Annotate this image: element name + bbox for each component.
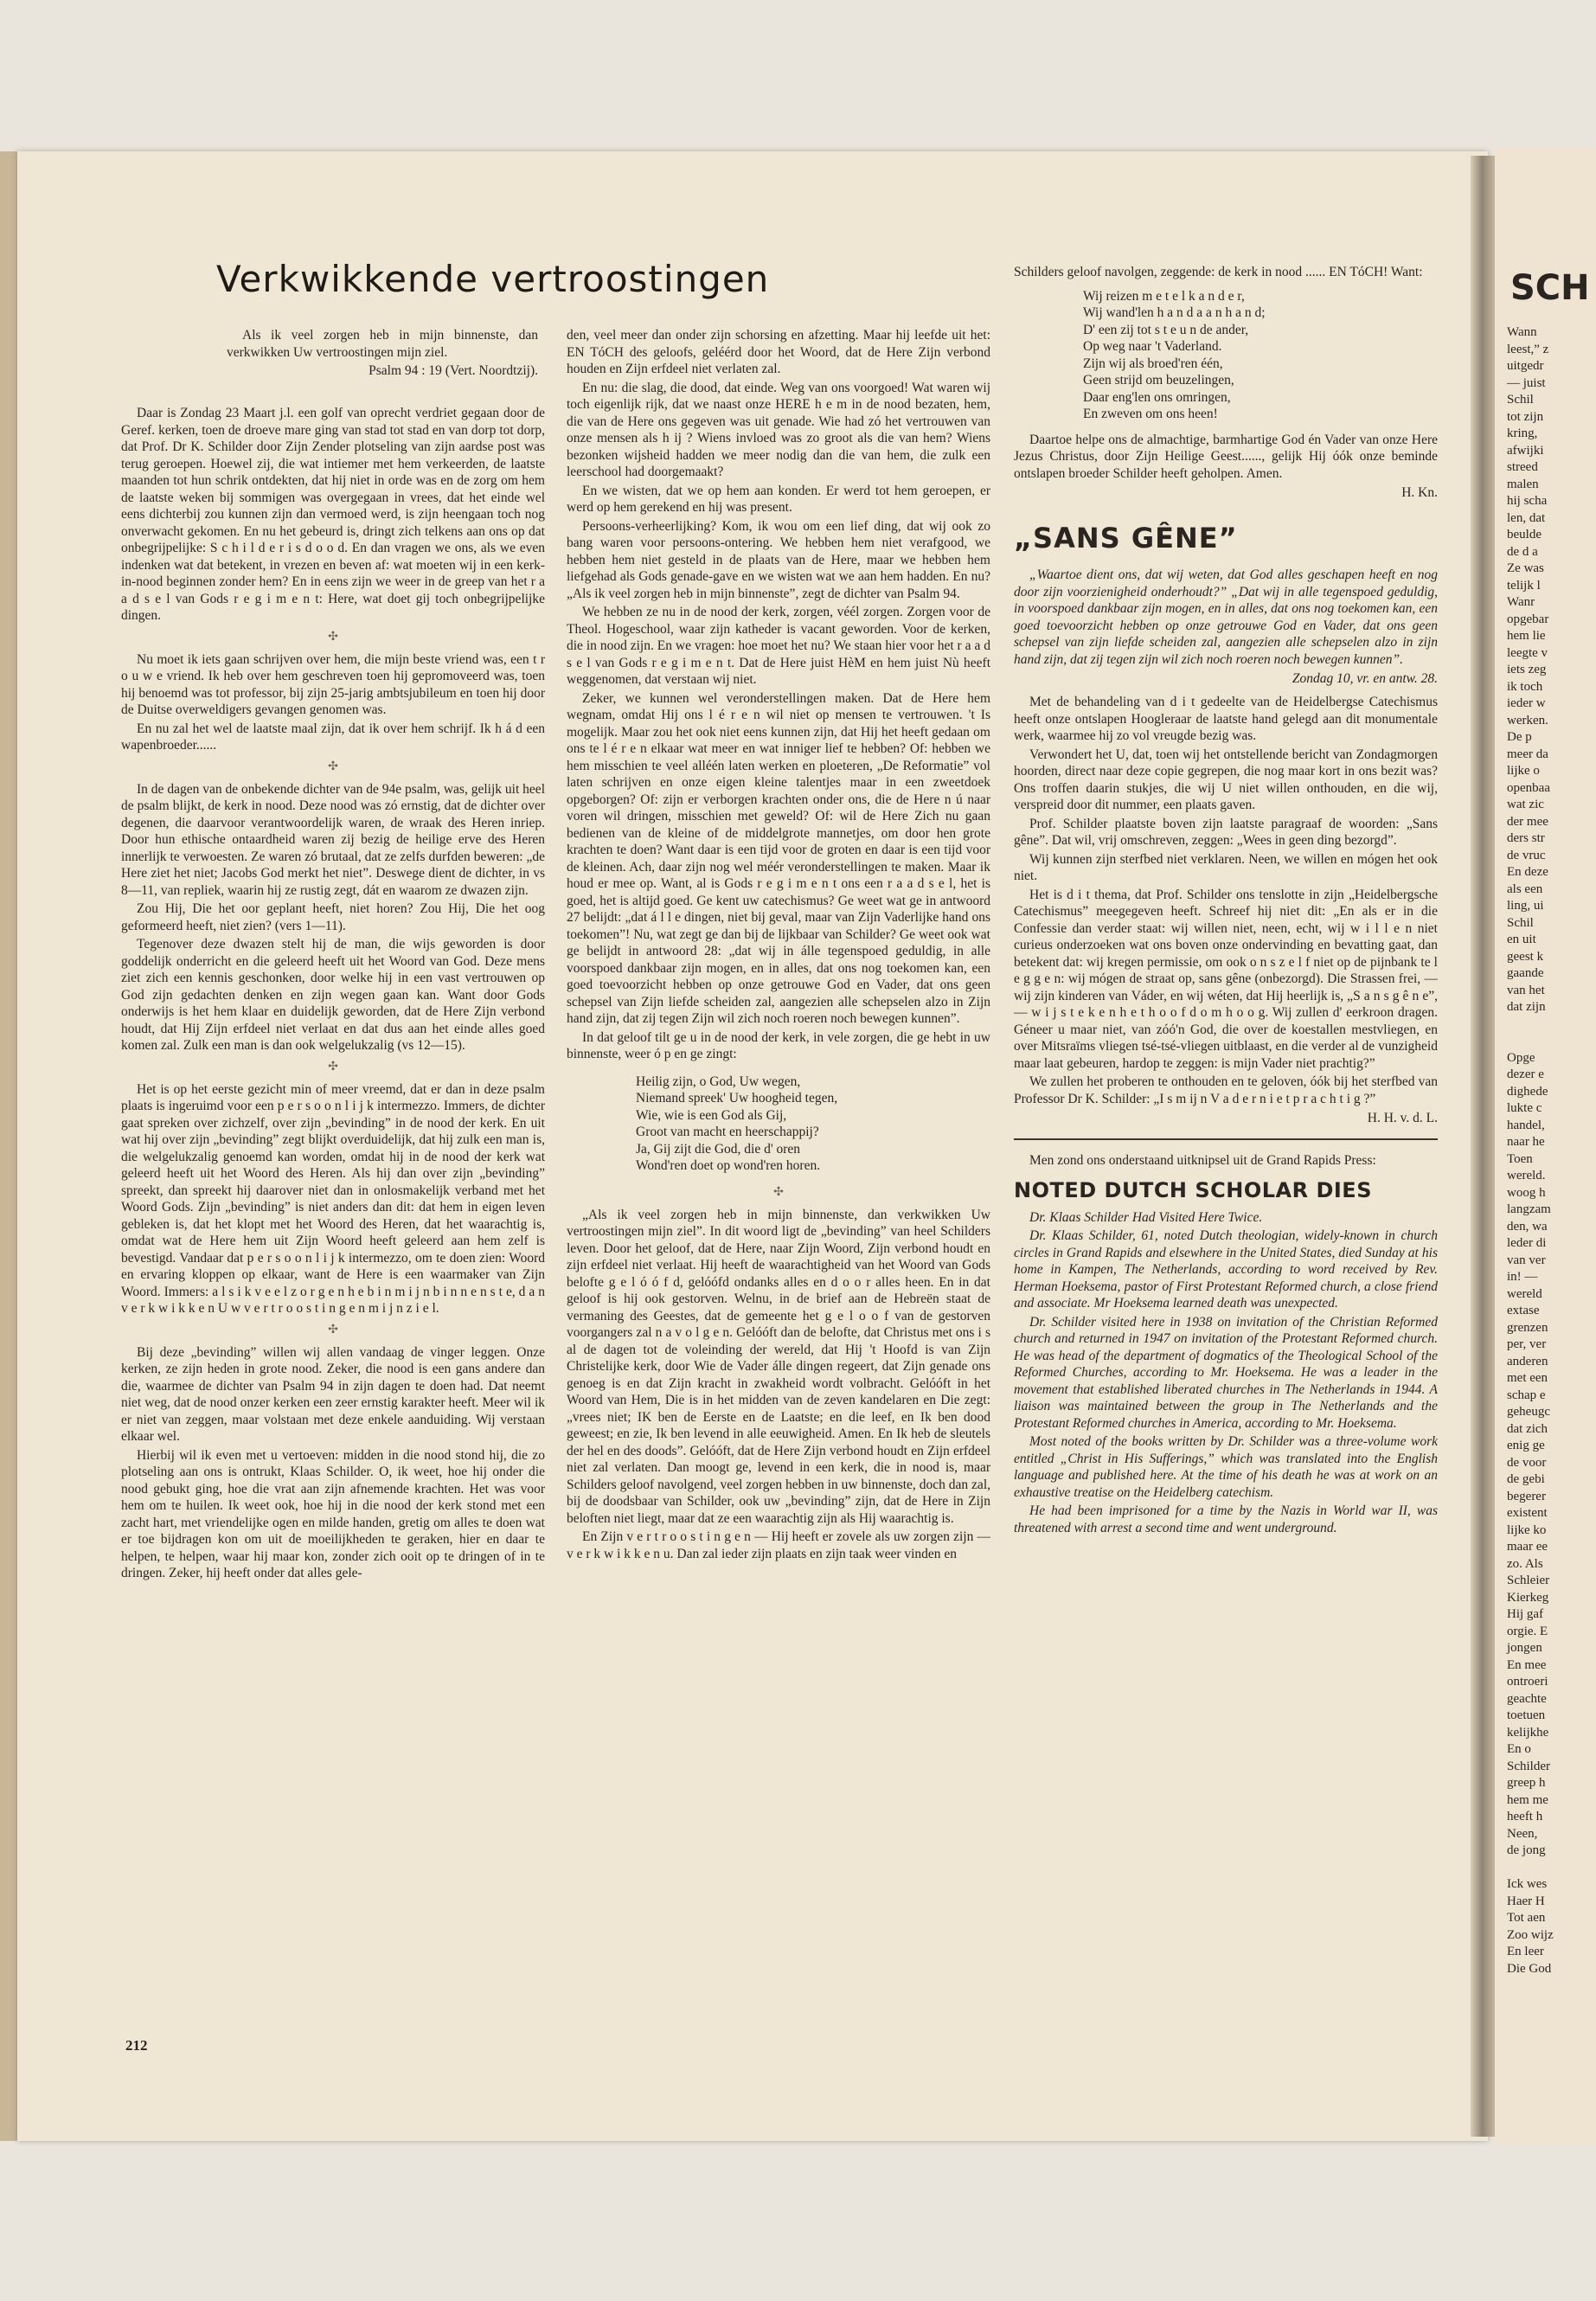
next-page-line: Schil [1507,393,1534,407]
next-page-line: de jong [1507,1843,1546,1857]
paragraph: Met de behandeling van d i t gedeelte van de Heidelbergse Catechismus heeft onze ontslapen Hoogleraar de laatste hand gelegd aan dit monumentale werk, waarmee hij zo vol vreugde bezig was. [1014,695,1438,743]
verse-line: Groot van macht en heerschappij? [636,1125,819,1139]
next-page-line [1507,1033,1554,1050]
next-page-line: kring, [1507,426,1538,440]
next-page-line: En o [1507,1742,1531,1756]
paragraph: Nu moet ik iets gaan schrijven over hem, die mijn beste vriend was, een t r o u w e vriend. Ik heb over hem geschreven toen hij gepromoveerd was, toen hij benoemd was tot professor, bij zijn 25-jarig ambtsjubileum en toen hij door de Duitse overweldigers gevangen genomen was. [121,651,545,717]
clipping-intro: Men zond ons onderstaand uitknipsel uit de Grand Rapids Press: [1029,1153,1376,1168]
next-page-line: zo. Als [1507,1556,1543,1571]
next-page-line: de vruc [1507,848,1546,862]
paragraph: den, veel meer dan onder zijn schorsing en afzetting. Maar hij leefde uit het: EN TóCH des geloofs, geléérd door het Woord, dat de Here Zijn verbond houden en Zijn erfdeel niet verlaten zal. [567,328,990,376]
next-page-line: afwijki [1507,443,1544,458]
next-page-line: Kierkeg [1507,1590,1549,1605]
next-page-line: tot zijn [1507,409,1544,424]
next-page-line: leest,” z [1507,342,1549,356]
next-page-line: hij scha [1507,494,1548,508]
paragraph: Het is op het eerste gezicht min of meer vreemd, dat er dan in deze psalm plaats is ingeruimd voor een p e r s o o n l i j k intermezzo. Immers, de dichter gaat spreken over zichzelf, over zijn „bevinding” in de nood der kerk. En uit wat hij over zijn „bevinding” zegt blijkt overduidelijk, dat hij zulk een man is, die welgelukzalig genoemd kan worden, omdat hij in de nood der kerk wat geleerd heeft uit het Woord des Heren. Als hij dan over zijn „bevinding” spreekt, dan spreekt hij daarover niet dan in onlosmakelijk verband met het Woord Gods. Zijn „bevinding” is niet anders dan dit: dat hem in eigen leven gebleken is, dat het klopt met het Woord des Heren, dat het waarachtig is, omdat wat de Here hem uit Zijn Woord heeft geleerd aan hem zelf is bevestigd. Vandaar dat p e r s o o n l i j k intermezzo, om te doen zien: Woord en ervaring kloppen op elkaar, want de Here is een waarmaker van Zijn Woord. Immers: a l s i k v e e l z o r g e n h e b i n m i j n b i n n e n s t e, d a n v e r k w i k k e n U w v e r t r o o s t i n g e n m i j n z i e l. [121,1081,545,1316]
next-page-line: Schilder [1507,1759,1550,1773]
next-page-line: ieder w [1507,696,1546,710]
paragraph: We hebben ze nu in de nood der kerk, zorgen, véél zorgen. Zorgen voor de Theol. Hogeschool, waar zijn katheder is vacant geworden. Voor de kerken, die in nood zijn. En we vragen: hoe moet het nu? We staan hier voor het r a a d s e l van Gods r e g i m e n t. Dat de Here juist HèM en hem juist Nù heeft weggenomen, dat verstaan wij niet. [567,605,990,687]
paragraph: Dr. Schilder visited here in 1938 on invitation of the Christian Reformed church and returned in 1947 on invitation of the Protestant Reformed church. He was head of the department of dogmatics of the Theological School of the Reformed Churches, according to Mr. Hoeksema. He was a leader in the movement that established liberated churches in The Netherlands in 1944. A liaison was maintained between the group in The Netherlands and the Protestant Reformed churches in America, according to Mr. Hoeksema. [1014,1314,1438,1431]
next-page-line: kelijkhe [1507,1725,1549,1740]
next-page-line: iets zeg [1507,663,1547,676]
next-page-line: handel, [1507,1118,1545,1132]
next-page-line: uitgedr [1507,359,1544,373]
article-motto [227,327,538,380]
next-page-line: van ver [1507,1253,1546,1267]
next-page-line: Ick wes [1507,1877,1548,1891]
next-page-line: per, ver [1507,1337,1547,1351]
next-page-line: openbaa [1507,780,1550,795]
next-page-line: als een [1507,881,1543,896]
paragraph: Hierbij wil ik even met u vertoeven: midden in die nood stond hij, die zo plotseling aan ons is ontrukt, Klaas Schilder. O, ik weet, hoe hij onder die nood gebukt ging, hoe die vrat aan zijn afnemende krachten. Het was voor hem om te huilen. Ik weet ook, hoe hij in die nood der kerk stond met een zacht hart, met vriendelijke ogen en milde handen, gretig om alles te doen wat er toe bijdragen kon om uit de moeilijkheden te geraken, hier en daar te helpen, te helpen, waar hij maar kon, zonder zich ooit op te dringen of in te dringen. Zeker, hij heeft onder dat alles gele- [121,1447,545,1580]
signature: H. H. v. d. L. [1367,1111,1438,1125]
next-page-line: begerer [1507,1489,1546,1503]
next-page-line: heeft h [1507,1810,1543,1823]
paragraph: En we wisten, dat we op hem aan konden. Er werd tot hem geroepen, er werd op hem gerekend en hij was present. [567,483,990,515]
separator: ✣ [328,760,338,773]
next-page-line: Schleier [1507,1574,1550,1587]
paragraph: He had been imprisoned for a time by the Nazis in World war II, was threatened with arrest a second time and went underground. [1014,1503,1438,1535]
paragraph: We zullen het proberen te onthouden en te geloven, óók bij het sterfbed van Professor Dr K. Schilder: „I s m ij n V a d e r n i e t p r a c h t i g ?” [1014,1074,1438,1106]
verse-line: Heilig zijn, o God, Uw wegen, [636,1074,801,1089]
paragraph: En nu: die slag, die dood, dat einde. Weg van ons voorgoed! Wat waren wij toch eigenlijk rijk, dat we naast onze HERE h e m in de nood bezaten, hem, die van de Here ons gegeven was uit genade. Wie had zó het vertrouwen van onze mensen als h ij ? Wiens invloed was zo groot als die van hem? Wiens bezonken wijsheid hadden we meer nodig dan die van hem, die zulk een leerschool had doorgemaakt? [567,380,990,479]
next-page-line: wereld. [1507,1169,1546,1183]
separator: ✣ [328,1060,338,1074]
poem-line: D' een zij tot s t e u n de ander, [1083,322,1249,337]
next-page-line: der mee [1507,814,1548,829]
binding-gutter [1471,156,1497,2137]
paragraph: Most noted of the books written by Dr. Schilder was a three-volume work entitled „Christ in His Sufferings,” which was translated into the English language and published here. At the time of his death he was at work on an exhaustive treatise on the Heidelberg catechism. [1014,1434,1438,1500]
next-page-line: streed [1507,460,1538,474]
article-column-2 [567,327,990,1564]
paragraph: En nu zal het wel de laatste maal zijn, dat ik over hem schrijf. Ik h á d een wapenbroeder...... [121,721,545,753]
next-page-line: Hij gaf [1507,1607,1544,1621]
next-page-line: orgie. E [1507,1624,1548,1638]
next-page-line: De p [1507,730,1532,744]
paragraph: In de dagen van de onbekende dichter van de 94e psalm, was, gelijk uit heel de psalm blijkt, de kerk in nood. Deze nood was zó ernstig, dat de dichter over degenen, die daarvoor verantwoordelijk waren, de wraak des Heren inriep. Door hun ethische ontaardheid waren zij bezig de heilige erve des Heren innerlijk te verwoesten. Ze waren zó brutaal, dat ze zelfs durfden beweren: „de Here ziet het niet; Jacobs God merkt het niet”. Deswege dient de dichter, in vs 8—11, van repliek, waarin hij ze rustig zegt, dát en waarom ze dwazen zijn. [121,781,545,898]
next-page-line: anderen [1507,1354,1548,1368]
page-number: 212 [125,2037,148,2054]
next-page-line: geheugc [1507,1405,1550,1419]
paragraph: Tegenover deze dwazen stelt hij de man, die wijs geworden is door goddelijk onderricht en die geleerd heeft uit het Woord van God. Deze mens ziet zich een kennis geschonken, door welke hij in een vast vertrouwen op God zijn gedachten denken en zijn wegen gaan kan. Want door Gods onderwijs is het hem klaar en duidelijk geworden, dat de Here Zijn verbond houdt, dat Hij Zijn erfdeel niet verlaat en dat dus aan het einde alles goed komen zal. Zulk een man is dan ook welgelukzalig (vs 12—15). [121,937,545,1053]
next-page-line: Die God [1507,1961,1552,1976]
next-page-line: telijk l [1507,578,1541,593]
paragraph: Daar is Zondag 23 Maart j.l. een golf van oprecht verdriet gegaan door de Geref. kerken, toen de droeve mare ging van stad tot stad en van dorp tot dorp, dat Prof. Dr K. Schilder door Zijn Zender plotseling van zijn aardse post was terug geroepen. Hoewel zij, die wat intiemer met hem verkeerden, de laatste maanden tot hun schrik ontdekten, dat hij niet in orde was en de zorg om hem de laatste weken bij sommigen was overgegaan in vrees, dat het einde wel eens dichterbij zou kunnen zijn dan vermoed werd, is zijn heengaan toch nog onverwacht gekomen. En nu het gebeurd is, dringt zich telkens aan ons op dat onbegrijpelijke: S c h i l d e r i s d o o d. En dan vragen we ons, als we even indenken wat dat betekent, in vrezen en beven af: wat moeten wij in een kerk-in-nood beginnen zonder hem? En in eens zijn we weer in de greep van het r a a d s e l van Gods r e g i m e n t: Here, wat doet gij toch onbegrijpelijke dingen. [121,406,545,623]
next-page-line: den, wa [1507,1219,1548,1234]
next-page-fragment [1495,147,1596,2145]
next-page-line: malen [1507,477,1539,491]
paragraph: Zeker, we kunnen wel veronderstellingen maken. Dat de Here hem wegnam, omdat Hij ons l é r e n wil niet op mensen te vertrouwen. 't Is mogelijk. Maar zou het ook niet eens kunnen zijn, dat Hij het heeft gedaan om ons te l é r e n elkaar wat meer en wat inniger lief te hebben? Of: hebben we hem misschien te veel alléén laten werken en ploeteren, „De Reformatie” vol laten schrijven en onze eigen kleine talentjes maar in een zweetdoek opgeborgen? Of: zijn er verborgen krachten onder ons, die de Here n ú naar voren wil dringen, misschien met geweld? Of: wil de Here Zich nu gaan bedienen van de kleine of de middelgrote mannetjes, om door hen grote krachten te doen? Want daar is een tijd voor de groten en daar is een tijd voor de kleinen. Ach, daar zijn nog wel méér veronderstellingen te maken. Maar ik houd er mee op. Want, al is Gods r e g i m e n t ons een r a a d s e l, het is goed, het is altijd goed. Ge kent uw catechismus? Ge weet wat ge in antwoord 27 belijdt: „dat á l l e dingen, niet bij geval, maar van Zijn Vaderlijke hand ons toekomen”! Nu, wat zegt ge dan bij de lijkbaar van Schilder? Ge weet ook wat ge belijdt in antwoord 28: „dat wij in álle tegenspoed geduldig, in alle voorspoed dankbaar zijn mogen, en in alles, dat ons nog toekomen kan, een goed toevoorzicht hebben op onze getrouwe God en Vader, dat ons geen schepsel van Zijn liefde scheiden zal, aangezien alle schepselen alzo in Zijn hand zijn, dat zij tegen Zijn wil zich noch roeren noch bewegen kunnen”. [567,690,990,1026]
next-page-line: naar he [1507,1135,1545,1149]
paragraph: Bij deze „bevinding” willen wij allen vandaag de vinger leggen. Onze kerken, ze zijn heden in grote nood. Zeker, die nood is een gans andere dan die, waarmee de dichter van Psalm 94 in zijn dagen te doen had. Dat neemt niet weg, dat de nood onzer kerken een zeer ernstig karakter heeft. Meer wil ik er niet van zeggen, maar volstaan met deze enkele aanduiding. Wij verstaan elkaar wel. [121,1344,545,1444]
next-page-line: En deze [1507,865,1548,879]
paragraph: En Zijn v e r t r o o s t i n g e n — Hij heeft er zovele als uw zorgen zijn — v e r k w i k k e n u. Dan zal ieder zijn plaats en zijn taak weer vinden en [567,1529,990,1561]
signature: H. Kn. [1401,485,1438,500]
next-page-line: leder di [1507,1236,1547,1250]
next-page-line: ders str [1507,831,1545,845]
next-page-line: de voor [1507,1455,1547,1470]
next-page-line: de gebi [1507,1472,1545,1486]
catechism-quote: „Waartoe dient ons, dat wij weten, dat God alles geschapen heeft en nog door zijn voorzienigheid onderhoudt?” „Dat wij in alle tegenspoed geduldig, in voorspoed dankbaar zijn mogen, en in alles, dat ons nog toekomen kan, een goed toevoorzicht hebben op onze getrouwe God en Vader, dat ons geen schepsel van zijn liefde scheiden zal, aangezien alle schepselen alzo in zijn hand zijn, dat zij tegen zijn wil zich noch roeren noch bewegen kunnen”. [1014,567,1438,667]
next-page-line: maar ee [1507,1540,1548,1554]
poem-line: Wij reizen m e t e l k a n d e r, [1083,288,1245,304]
next-page-line: dat zich [1507,1421,1548,1436]
poem-line: Geen strijd om beuzelingen, [1083,373,1234,388]
article-column-1 [121,405,545,1584]
next-page-line: woog h [1507,1185,1546,1200]
next-page-line: leegte v [1507,645,1548,660]
next-page-line: lijke ko [1507,1522,1547,1537]
next-page-line: beulde [1507,528,1542,542]
paragraph: Het is d i t thema, dat Prof. Schilder ons tenslotte in zijn „Heidelbergsche Catechismus” meegegeven heeft. Schreef hij niet dit: „En als er in die Confessie dan verder staat: wij willen niet, neen, echt, wij w i l l e n niet curieus onderzoeken wat ons boven onze ondervinding en bevatting gaat, dan betekent dat: wij kregen permissie, om ook o n s z e l f niet op de pijnbank te l e g g e n: wij mógen de straat op, sans gêne (onbezorgd). Die Strassen frei, — wij zijn kinderen van Váder, en wij wéten, dat Hij heerlijk is, „S a n s g ê n e”, — w i j s t e k e n h e t h o o f d o m h o o g. Wij zullen d' eerkroon dragen. Géneer u maar niet, van zóó'n God, die over de koestallen mestvliegen, en over Mitsraïms vliegen tsé-tsé-vliegen uitblaast, en die verder al de vunzigheid maar laat gebeuren, hardop te zeggen: is mijn Vader niet prachtig?” [1014,887,1438,1071]
paragraph: Verwondert het U, dat, toen wij het ontstellende bericht van Zondagmorgen hoorden, direct naar deze copie gegrepen, die nog maar kort in ons bezit was? Ons troffen daarin stukjes, die wij U niet willen onthouden, en die wij, verspreid door dit nummer, een plaats gaven. [1014,747,1438,812]
next-page-line: langzam [1507,1202,1551,1216]
poem-line: Daar eng'len ons omringen, [1083,389,1231,405]
next-page-line: in! — [1507,1270,1538,1284]
next-page-line: ik toch [1507,679,1543,694]
next-page-title: SCH [1510,268,1590,308]
next-page-line: ling, ui [1507,899,1544,913]
next-page-line: ontroeri [1507,1675,1548,1689]
poem-line: En zweven om ons heen! [1083,407,1218,421]
verse-line: Wie, wie is een God als Gij, [636,1107,787,1123]
next-page-line: grenzen [1507,1320,1548,1335]
next-page-line: Wann [1507,325,1537,339]
paragraph: Wij kunnen zijn sterfbed niet verklaren. Neen, we willen en mógen het ook niet. [1014,851,1438,883]
next-page-line: extase [1507,1304,1540,1317]
next-page-line: Schil [1507,915,1534,930]
next-page-line: En leer [1507,1945,1544,1958]
paragraph: Zou Hij, Die het oor geplant heeft, niet horen? Zou Hij, Die het oog geformeerd heeft, niet zien? (vers 1—11). [121,901,545,933]
next-page-line: len, dat [1507,510,1546,525]
next-page-line: de d a [1507,544,1538,559]
paragraph: Dr. Klaas Schilder, 61, noted Dutch theologian, widely-known in church circles in Grand Rapids and elsewhere in the United States, died Sunday at his home in Kampen, The Netherlands, according to word received by Rev. Herman Hoeksema, pastor of First Protestant Reformed church, a close friend and associate. Mr Hoeksema learned death was unexpected. [1014,1228,1438,1311]
next-page-line: werken. [1507,713,1548,727]
next-page-line: Toen [1507,1151,1533,1166]
clipping-subhead: Dr. Klaas Schilder Had Visited Here Twice. [1029,1209,1263,1225]
paragraph: Persoons-verheerlijking? Kom, ik wou om een ​​lief ding, dat wij ook zo bang waren voor persoons-ontering. We hebben hem niet verafgood, we hebben hem niet gesteld in de plaats van de Here, maar we hebben hem liefgehad als Gods genade-gave en we wisten wat we aan hem hadden. En nu? „Als ik veel zorgen heb in mijn binnenste”, zegt de dichter van Psalm 94. [567,518,990,601]
verse-line: Niemand spreek' Uw hoogheid tegen, [636,1091,838,1106]
next-page-line: meer da [1507,747,1548,761]
next-page-line: van het [1507,983,1545,997]
poem-line: Op weg naar 't Vaderland. [1083,339,1222,354]
next-page-line: enig ge [1507,1439,1545,1452]
next-page-line: hem me [1507,1792,1548,1807]
next-page-line: dat zijn [1507,1000,1546,1014]
verse-line: Ja, Gij zijt die God, die d' oren [636,1141,801,1157]
next-page-line: gaande [1507,966,1544,980]
next-page-line: Tot aen [1507,1911,1546,1925]
next-page-line: greep h [1507,1776,1546,1790]
next-page-line: Ze was [1507,561,1544,575]
motto-reference: Psalm 94 : 19 (Vert. Noordtzij). [369,363,538,378]
next-page-line: dighede [1507,1084,1548,1099]
next-page-line: existent [1507,1506,1548,1520]
next-page-line: Zoo wijz [1507,1927,1554,1942]
closing-poem [1083,288,1438,423]
next-page-line: Haer H [1507,1894,1545,1908]
quote-reference: Zondag 10, vr. en antw. 28. [1292,671,1438,686]
next-page-line: geachte [1507,1691,1547,1706]
article-column-3 [1014,264,1438,1538]
paragraph: Prof. Schilder plaatste boven zijn laatste paragraaf de woorden: „Sans gêne”. Dat wil, vrij omschreven, zeggen: „Wees in geen ding bezorgd”. [1014,816,1438,848]
next-page-line: opgebar [1507,612,1549,626]
next-page-line: Opge [1507,1050,1535,1065]
paragraph: Schilders geloof navolgen, zeggende: de kerk in nood ...... EN TóCH! Want: [1014,265,1423,279]
poem-line: Zijn wij als broed'ren één, [1083,356,1223,371]
section-divider [1014,1138,1438,1140]
next-page-line: hem lie [1507,629,1546,643]
poem-line: Wij wand'len h a n d a a n h a n d; [1083,305,1266,320]
motto-text: Als ik veel zorgen heb in mijn binnenste, dan verkwikken Uw vertroostingen mijn ziel. [227,328,538,360]
paragraph: „Als ik veel zorgen heb in mijn binnenste, dan verkwikken Uw vertroostingen mijn ziel”. In dit woord ligt de „bevinding” van heel Schilders leven. Door het geloof, dat de Here, naar Zijn Woord, Zijn verbond houdt en zijn erfdeel niet verlaat. Hij heeft de waarachtigheid van het Woord van Gods belofte g e l ó ó f d, gelóófd ondanks alles en d o o r alles heen. En in dat geloof is hij ook gestorven. Welnu, in de brief aan de Hebreën staat de vermaning des Geestes, dat de gemeente het g e l o o f van de gestorven voorgangers zal n a v o l g e n. Gelóóft dan de belofte, dat Christus met ons i s al de dagen tot de voleinding der wereld, dat Hij 't Hoofd is van Zijn Christelijke kerk, door Wie de Vader álle dingen regeert, dat Zijn genade ons genoeg is en dat Zijn kracht in zwakheid wordt volbracht. Gelóóft in het Woord van Hem, Die is in het midden van de zeven kandelaren en Die zegt: „vrees niet; IK ben de Eerste en de Laatste; en die leef, en Ik ben dood geweest; en zie, Ik ben levend in alle eeuwigheid. Amen. En Ik heb de sleutels der hel en des doods”. Gelóóft, dat de Here Zijn verbond houdt en Zijn erfdeel niet zal verlaten. Dan moogt ge, levend in een kerk, die in nood is, maar Schilders geloof navolgend, veel zorgen hebben in uw binnenste, doch dan zal, bij de doodsbaar van Schilder, ook uw „bevinding” zijn, dat de Here in Zijn beloften niet liegt, maar dat ze een waarachtig zijn als Hij waarachtig is. [567,1207,990,1526]
next-page-line [1507,1016,1554,1034]
next-page-line: wereld [1507,1286,1542,1301]
next-page-line: — juist [1507,375,1546,390]
next-page-line [1507,1860,1554,1877]
psalm-verse [636,1074,990,1175]
next-page-line: Neen, [1507,1826,1538,1841]
paragraph: In dat geloof tilt ge u in de nood der kerk, in vele zorgen, die ge hebt in uw binnenste, weer ó p en ge zingt: [567,1029,990,1061]
next-page-line: wat zic [1507,798,1544,811]
article-title: Verkwikkende vertroostingen [216,258,770,300]
separator: ✣ [328,1323,338,1336]
next-page-text [1507,324,1554,1977]
next-page-line: schap e [1507,1388,1546,1402]
section-title-sans-gene: „SANS GÊNE” [1014,522,1238,554]
next-page-line: dezer e [1507,1067,1544,1081]
next-page-line: en uit [1507,933,1536,946]
separator: ✣ [773,1185,784,1199]
next-page-line: toetuen [1507,1708,1546,1722]
next-page-line: En mee [1507,1657,1547,1672]
next-page-line: geest k [1507,949,1544,964]
next-page-line: met een [1507,1371,1548,1385]
verse-line: Wond'ren doet op wond'ren horen. [636,1158,821,1173]
clipping-headline: NOTED DUTCH SCHOLAR DIES [1014,1177,1372,1202]
paragraph: Daartoe helpe ons de almachtige, barmhartige God én Vader van onze Here Jezus Christus, door Zijn Heilige Geest......, gelijk Hij óók onze beminde ontslapen broeder Schilder heeft geholpen. Amen. [1014,432,1438,481]
next-page-line: jongen [1507,1641,1542,1655]
separator: ✣ [328,630,338,644]
next-page-line: lukte c [1507,1101,1542,1115]
next-page-line: Wanr [1507,595,1535,609]
next-page-line: lijke o [1507,764,1540,778]
